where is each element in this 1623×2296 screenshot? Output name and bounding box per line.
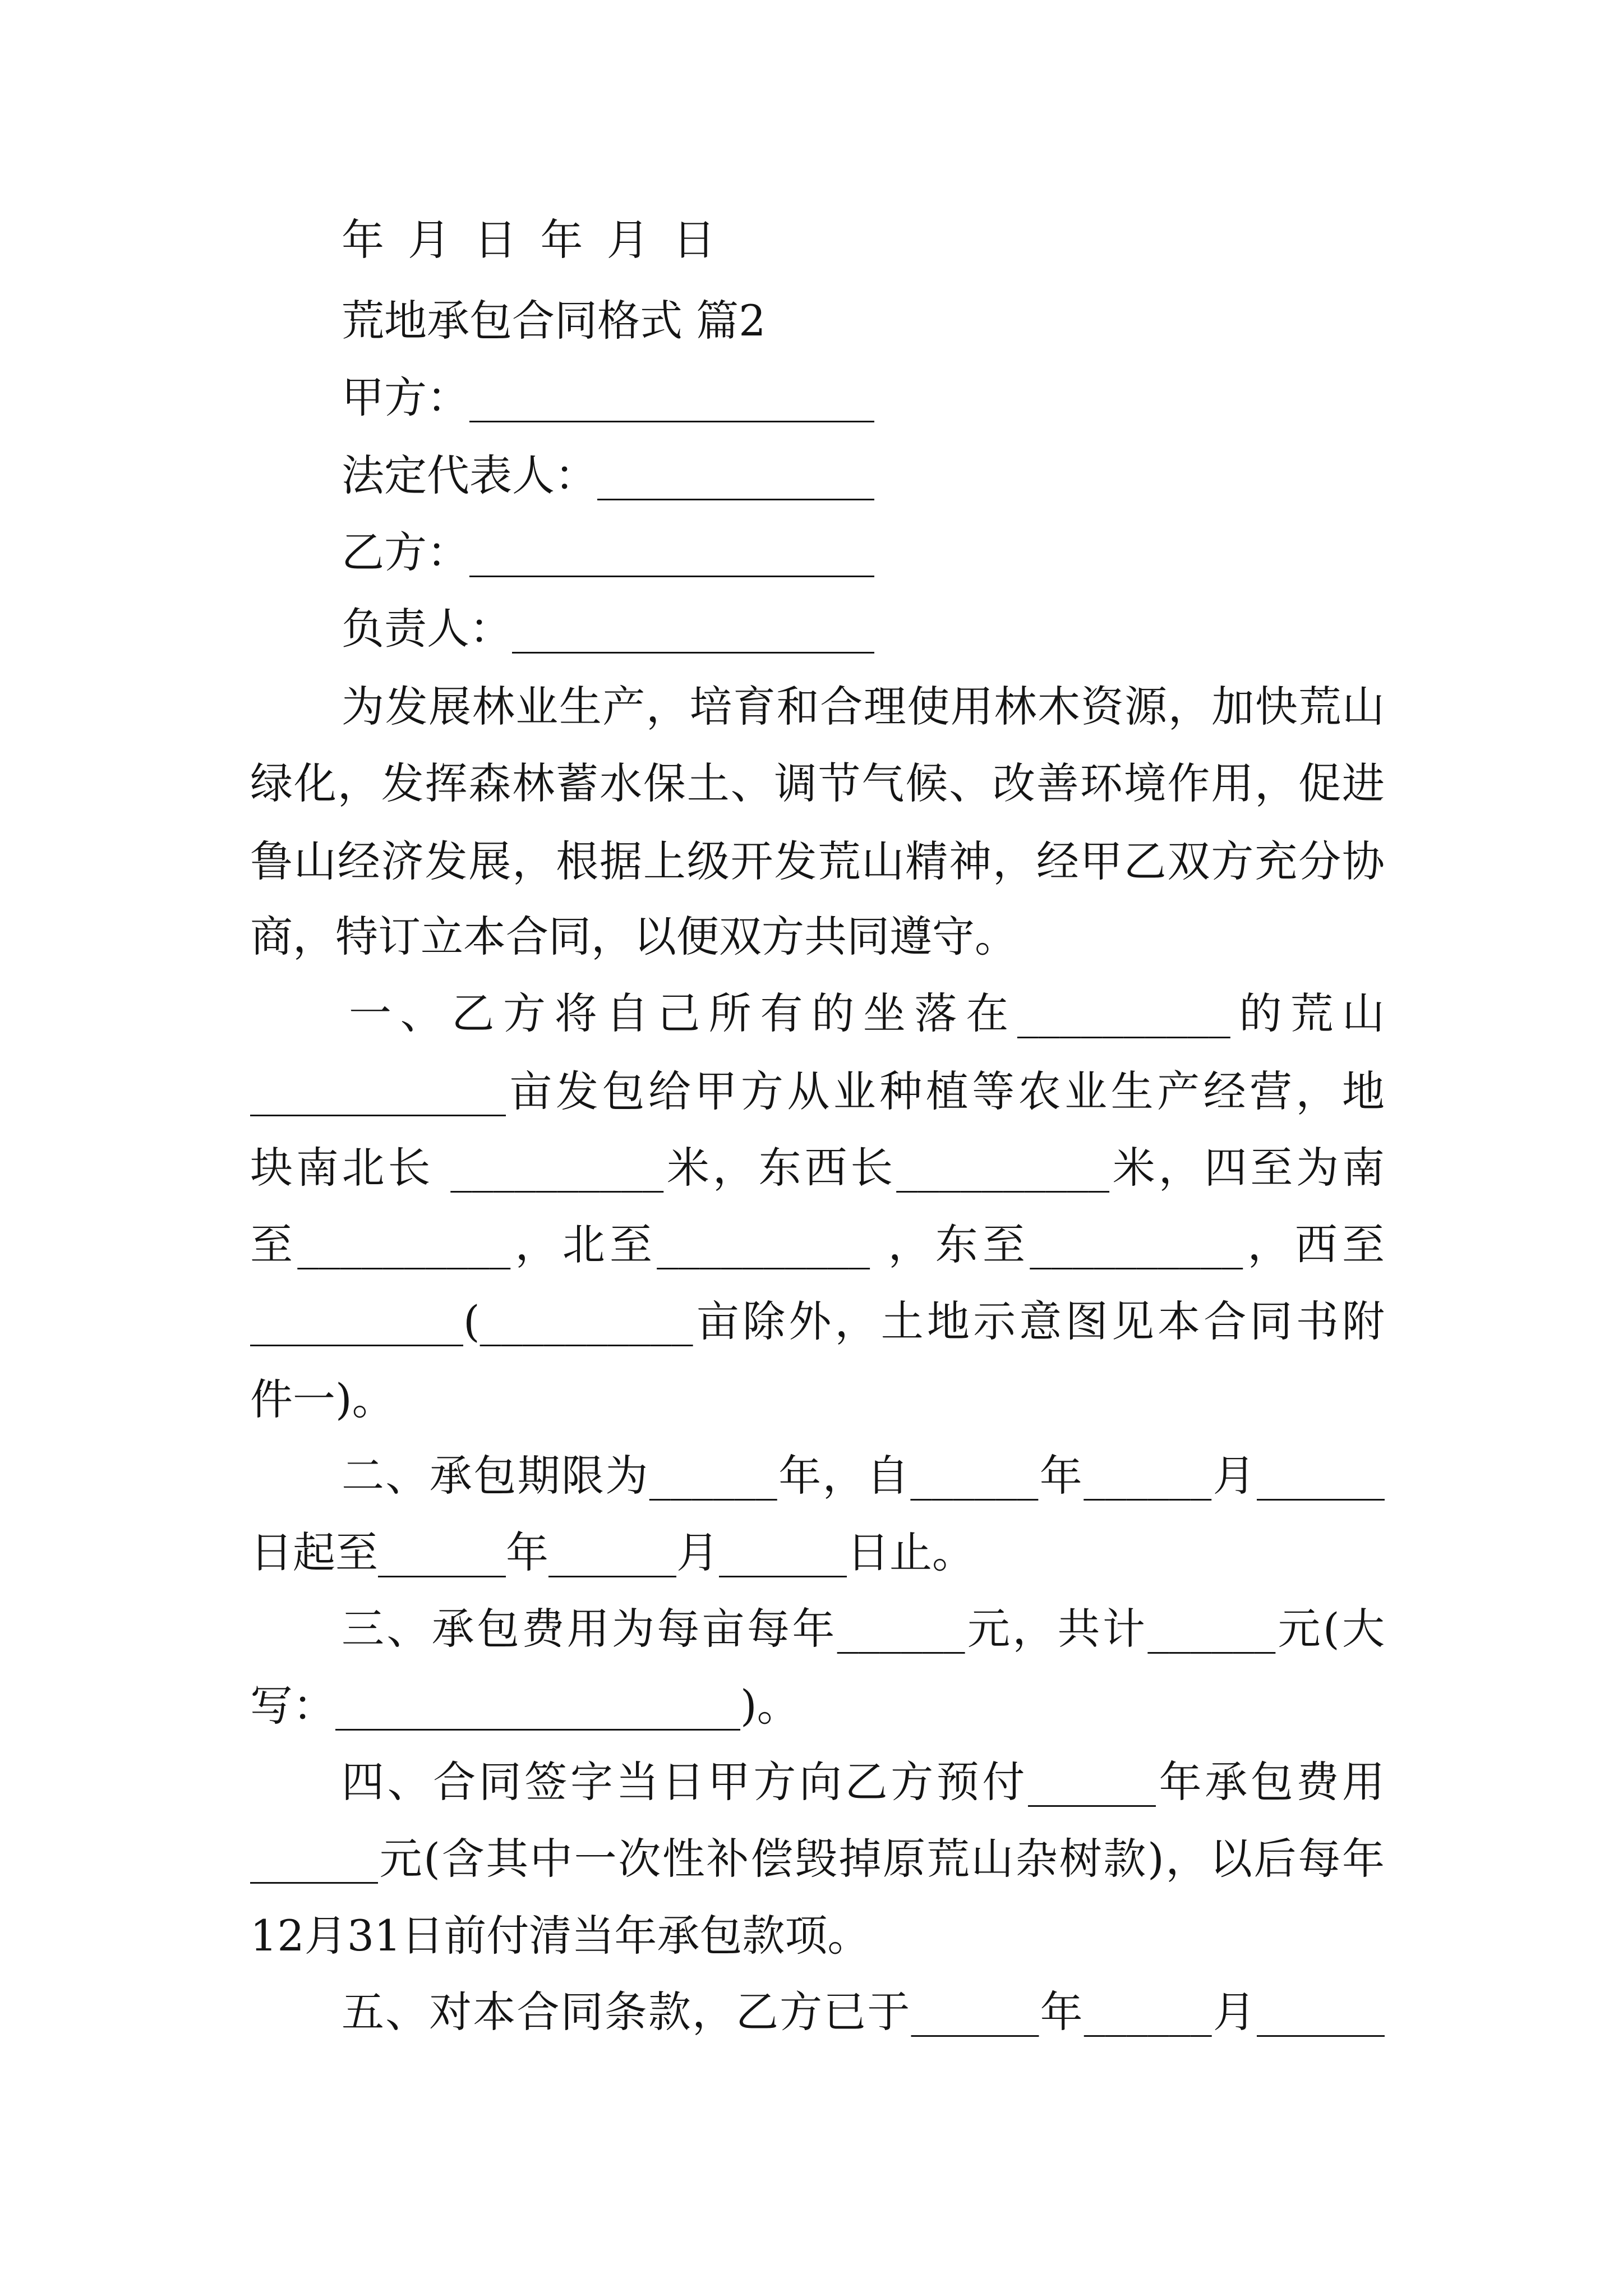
clause-line: 至__________，北至__________ ，东至__________，西至 xyxy=(250,1220,1385,1269)
clause-line: 四、合同签字当日甲方向乙方预付______年承包费用 xyxy=(342,1757,1385,1807)
clause-line: 12月31日前付清当年承包款项。 xyxy=(250,1911,870,1961)
preamble-line: 绿化，发挥森林蓄水保土、调节气候、改善环境作用，促进 xyxy=(250,758,1385,808)
clause-line: 件一)。 xyxy=(250,1374,395,1424)
clause-line: ____________亩发包给甲方从业种植等农业生产经营，地 xyxy=(250,1066,1385,1116)
party-b-field: 乙方：___________________ xyxy=(342,527,874,577)
preamble-line: 为发展林业生产，培育和合理使用林木资源，加快荒山 xyxy=(342,682,1385,731)
clause-line: 二、承包期限为______年，自______年______月______ xyxy=(342,1451,1385,1501)
clause-line: 一、乙方将自己所有的坐落在__________的荒山 xyxy=(349,988,1385,1038)
party-a-field: 甲方：___________________ xyxy=(342,372,874,422)
clause-line: 五、对本合同条款，乙方已于______年______月______ xyxy=(342,1987,1385,2037)
responsible-person-field: 负责人：_________________ xyxy=(342,604,874,654)
clause-line: __________(__________亩除外，土地示意图见本合同书附 xyxy=(250,1296,1385,1346)
clause-line: ______元(含其中一次性补偿毁掉原荒山杂树款)，以后每年 xyxy=(250,1834,1385,1884)
clause-line: 三、承包费用为每亩每年______元，共计______元(大 xyxy=(342,1604,1385,1654)
legal-representative-field: 法定代表人：_____________ xyxy=(342,450,874,500)
signature-date-line: 年 月 日 年 月 日 xyxy=(342,215,716,265)
preamble-line: 商，特订立本合同，以便双方共同遵守。 xyxy=(250,912,1017,961)
clause-line: 块南北长 __________米，东西长__________米，四至为南 xyxy=(250,1143,1385,1193)
document-title: 荒地承包合同格式 篇2 xyxy=(342,296,766,346)
clause-line: 日起至______年______月______日止。 xyxy=(250,1527,975,1577)
clause-line: 写：___________________)。 xyxy=(250,1681,800,1731)
preamble-line: 鲁山经济发展，根据上级开发荒山精神，经甲乙双方充分协 xyxy=(250,836,1385,886)
